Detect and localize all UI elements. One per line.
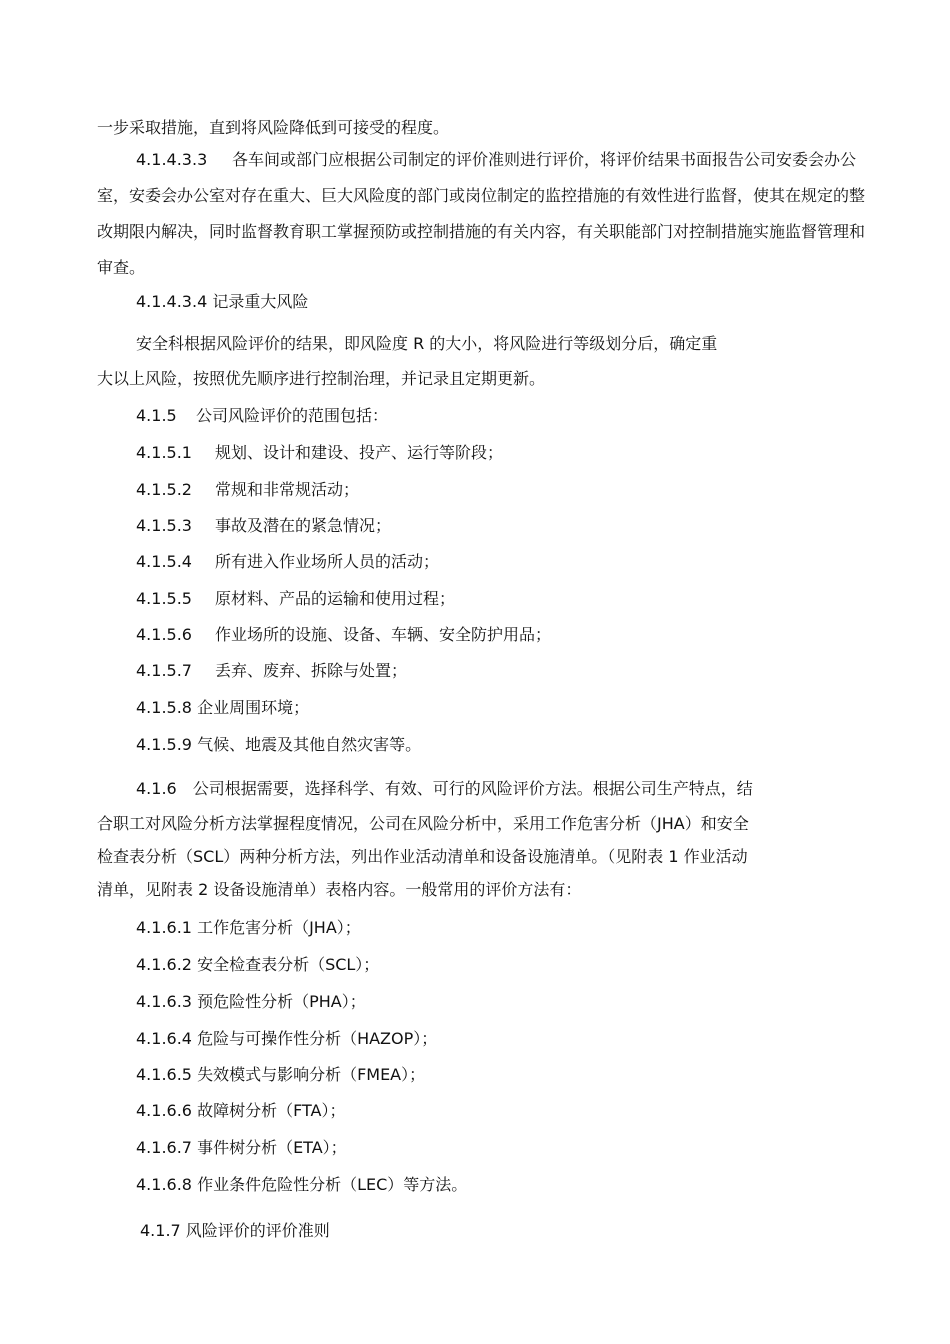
list-item (136, 589, 455, 609)
item-text: 原材料、产品的运输和使用过程； (215, 589, 456, 608)
item-text: 所有进入作业场所人员的活动； (215, 552, 440, 571)
list-item (136, 516, 391, 536)
clause-number: 4.1.5 (136, 406, 177, 425)
item-text: 事故及潜在的紧急情况； (215, 516, 392, 535)
clause-text: 各车间或部门应根据公司制定的评价准则进行评价，将评价结果书面报告公司安委会办公室，安委会办公室对存在重大、巨大风险度的部门或岗位制定的监控措施的有效性进行监督，使其在规定的整改期限内解决，同时监督教育职工掌握预防或控制措施的有关内容，有关职能部门对控制措施实施监督管理和审查。 (97, 150, 866, 277)
item-number: 4.1.5.3 (136, 516, 192, 535)
list-item (136, 480, 359, 500)
paragraph-4-1-6-line1: 4.1.6 公司根据需要，选择科学、有效、可行的风险评价方法。根据公司生产特点，结 (136, 779, 753, 798)
item-text: 常规和非常规活动； (215, 480, 360, 499)
method-item: 4.1.6.5 失效模式与影响分析（FMEA）； (136, 1065, 426, 1084)
method-item: 4.1.6.8 作业条件危险性分析（LEC）等方法。 (136, 1175, 468, 1194)
item-number: 4.1.5.7 (136, 661, 192, 680)
item-number: 4.1.5.2 (136, 480, 192, 499)
heading-4-1-4-3-4: 4.1.4.3.4 记录重大风险 (136, 292, 309, 311)
paragraph-safety-line1: 安全科根据风险评价的结果，即风险度 R 的大小，将风险进行等级划分后，确定重 (136, 334, 718, 353)
method-item: 4.1.6.2 安全检查表分析（SCL）； (136, 955, 380, 974)
clause-number: 4.1.4.3.3 (136, 150, 208, 169)
list-item: 4.1.5.8 企业周围环境； (136, 698, 310, 717)
paragraph-safety-line2: 大以上风险，按照优先顺序进行控制治理，并记录且定期更新。 (97, 369, 546, 388)
paragraph-intro-tail: 一步采取措施，直到将风险降低到可接受的程度。 (97, 118, 450, 137)
clause-text: 公司风险评价的范围包括： (196, 406, 389, 425)
item-number: 4.1.5.1 (136, 443, 192, 462)
list-item (136, 552, 439, 572)
method-item: 4.1.6.7 事件树分析（ETA）； (136, 1138, 347, 1157)
item-text: 规划、设计和建设、投产、运行等阶段； (215, 443, 504, 462)
item-number: 4.1.5.4 (136, 552, 192, 571)
item-number: 4.1.5.6 (136, 625, 192, 644)
paragraph-4-1-6-line2: 合职工对风险分析方法掌握程度情况，公司在风险分析中，采用工作危害分析（JHA）和安全 (97, 814, 749, 833)
list-item (136, 661, 407, 681)
heading-4-1-7: 4.1.7 风险评价的评价准则 (140, 1221, 330, 1240)
method-item: 4.1.6.4 危险与可操作性分析（HAZOP）； (136, 1029, 438, 1048)
list-item (136, 625, 551, 645)
method-item: 4.1.6.3 预危险性分析（PHA）； (136, 992, 366, 1011)
heading-4-1-5 (136, 406, 388, 426)
paragraph-4-1-6-line4: 清单，见附表 2 设备设施清单）表格内容。一般常用的评价方法有： (97, 880, 582, 899)
item-text: 作业场所的设施、设备、车辆、安全防护用品； (215, 625, 552, 644)
method-item: 4.1.6.1 工作危害分析（JHA）； (136, 918, 361, 937)
list-item: 4.1.5.9 气候、地震及其他自然灾害等。 (136, 735, 422, 754)
list-item (136, 443, 503, 463)
item-number: 4.1.5.5 (136, 589, 192, 608)
method-item: 4.1.6.6 故障树分析（FTA）； (136, 1101, 346, 1120)
item-text: 丢弃、废弃、拆除与处置； (215, 661, 408, 680)
paragraph-4-1-6-line3: 检查表分析（SCL）两种分析方法，列出作业活动清单和设备设施清单。（见附表 1 作业活动 (97, 847, 748, 866)
